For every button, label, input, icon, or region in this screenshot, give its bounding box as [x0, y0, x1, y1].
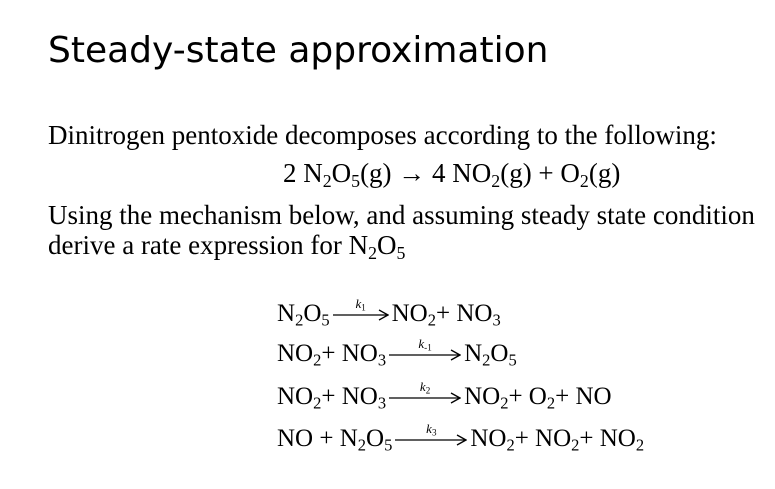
rate-constant-k: k	[426, 421, 432, 436]
product-species: + NO	[514, 425, 572, 452]
overall-reaction	[283, 158, 620, 189]
mechanism-step-2	[277, 336, 517, 376]
product-subscript: 2	[482, 350, 491, 370]
instruction-line-1: Using the mechanism below, and assuming steady state condition	[48, 200, 755, 230]
reaction-arrow	[389, 379, 461, 404]
reactant-subscript: 2	[313, 393, 322, 413]
overall-coef: 2	[283, 158, 304, 188]
reaction-arrow	[333, 296, 389, 321]
rate-constant-subscript: 2	[425, 385, 431, 396]
reactant-species: O	[366, 425, 385, 452]
rate-constant-subscript: 3	[431, 427, 437, 438]
product-species: NO	[391, 300, 428, 327]
overall-reactant-sub1: 2	[322, 170, 332, 191]
product-species: + NO	[579, 425, 636, 452]
overall-reactant-n: N	[303, 158, 323, 188]
instruction-sub1: 2	[368, 242, 378, 263]
reactant-subscript: 3	[377, 350, 387, 370]
rate-constant-label	[333, 296, 389, 313]
reactant-subscript: 5	[384, 435, 393, 455]
product-subscript: 2	[500, 393, 509, 413]
instruction-o: O	[377, 230, 397, 260]
overall-reactant-sub2: 5	[351, 170, 361, 191]
reaction-arrow	[395, 421, 467, 446]
mechanism-step-3	[277, 379, 612, 419]
rate-constant-label	[395, 421, 467, 438]
rate-constant-subscript: -1	[424, 342, 432, 353]
reactant-species: + NO	[321, 383, 378, 410]
rate-constant-label	[389, 336, 461, 353]
overall-product2: (g) + O	[500, 158, 580, 188]
reactant-subscript: 3	[377, 393, 387, 413]
instruction-sub2: 5	[396, 242, 406, 263]
overall-arrow-product1: (g) → 4 NO	[360, 158, 492, 188]
rate-constant-k: k	[418, 336, 425, 351]
rate-constant-k: k	[355, 296, 362, 311]
slide-title: Steady-state approximation	[48, 30, 549, 71]
product-species: + NO	[555, 383, 612, 410]
reactant-species: O	[303, 300, 322, 327]
reactant-species: NO	[277, 383, 314, 410]
product-subscript: 2	[546, 393, 556, 413]
product-subscript: 3	[492, 310, 501, 330]
instruction-line-2	[48, 230, 405, 261]
instruction-line-2-text: derive a rate expression for N	[48, 230, 369, 260]
product-subscript: 2	[635, 435, 645, 455]
product-species: + O	[508, 383, 547, 410]
product-subscript: 5	[508, 350, 517, 370]
reactant-subscript: 2	[313, 350, 322, 370]
reactant-subscript: 5	[321, 310, 330, 330]
rate-constant-subscript: 1	[361, 302, 366, 313]
reaction-arrow	[389, 336, 461, 361]
product-species: + NO	[435, 300, 493, 327]
overall-product2-state: (g)	[588, 158, 621, 188]
reactant-subscript: 2	[357, 435, 367, 455]
reactant-species: NO + N	[277, 425, 358, 452]
product-species: O	[490, 340, 509, 367]
reactant-species: NO	[277, 340, 314, 367]
rate-constant-k: k	[419, 379, 426, 394]
mechanism-step-1	[277, 296, 501, 336]
product-species: N	[464, 340, 483, 367]
mechanism-step-4	[277, 421, 645, 461]
reactant-species: N	[277, 300, 296, 327]
intro-text: Dinitrogen pentoxide decomposes according to the following:	[48, 120, 717, 150]
product-subscript: 2	[506, 435, 515, 455]
rate-constant-label	[389, 379, 461, 396]
reactant-subscript: 2	[295, 310, 304, 330]
product-subscript: 2	[571, 435, 580, 455]
overall-product1-sub: 2	[491, 170, 501, 191]
overall-reactant-o: O	[331, 158, 352, 188]
product-species: NO	[470, 425, 507, 452]
reactant-species: + NO	[321, 340, 378, 367]
product-subscript: 2	[427, 310, 436, 330]
product-species: NO	[464, 383, 501, 410]
overall-product2-sub: 2	[579, 170, 589, 191]
